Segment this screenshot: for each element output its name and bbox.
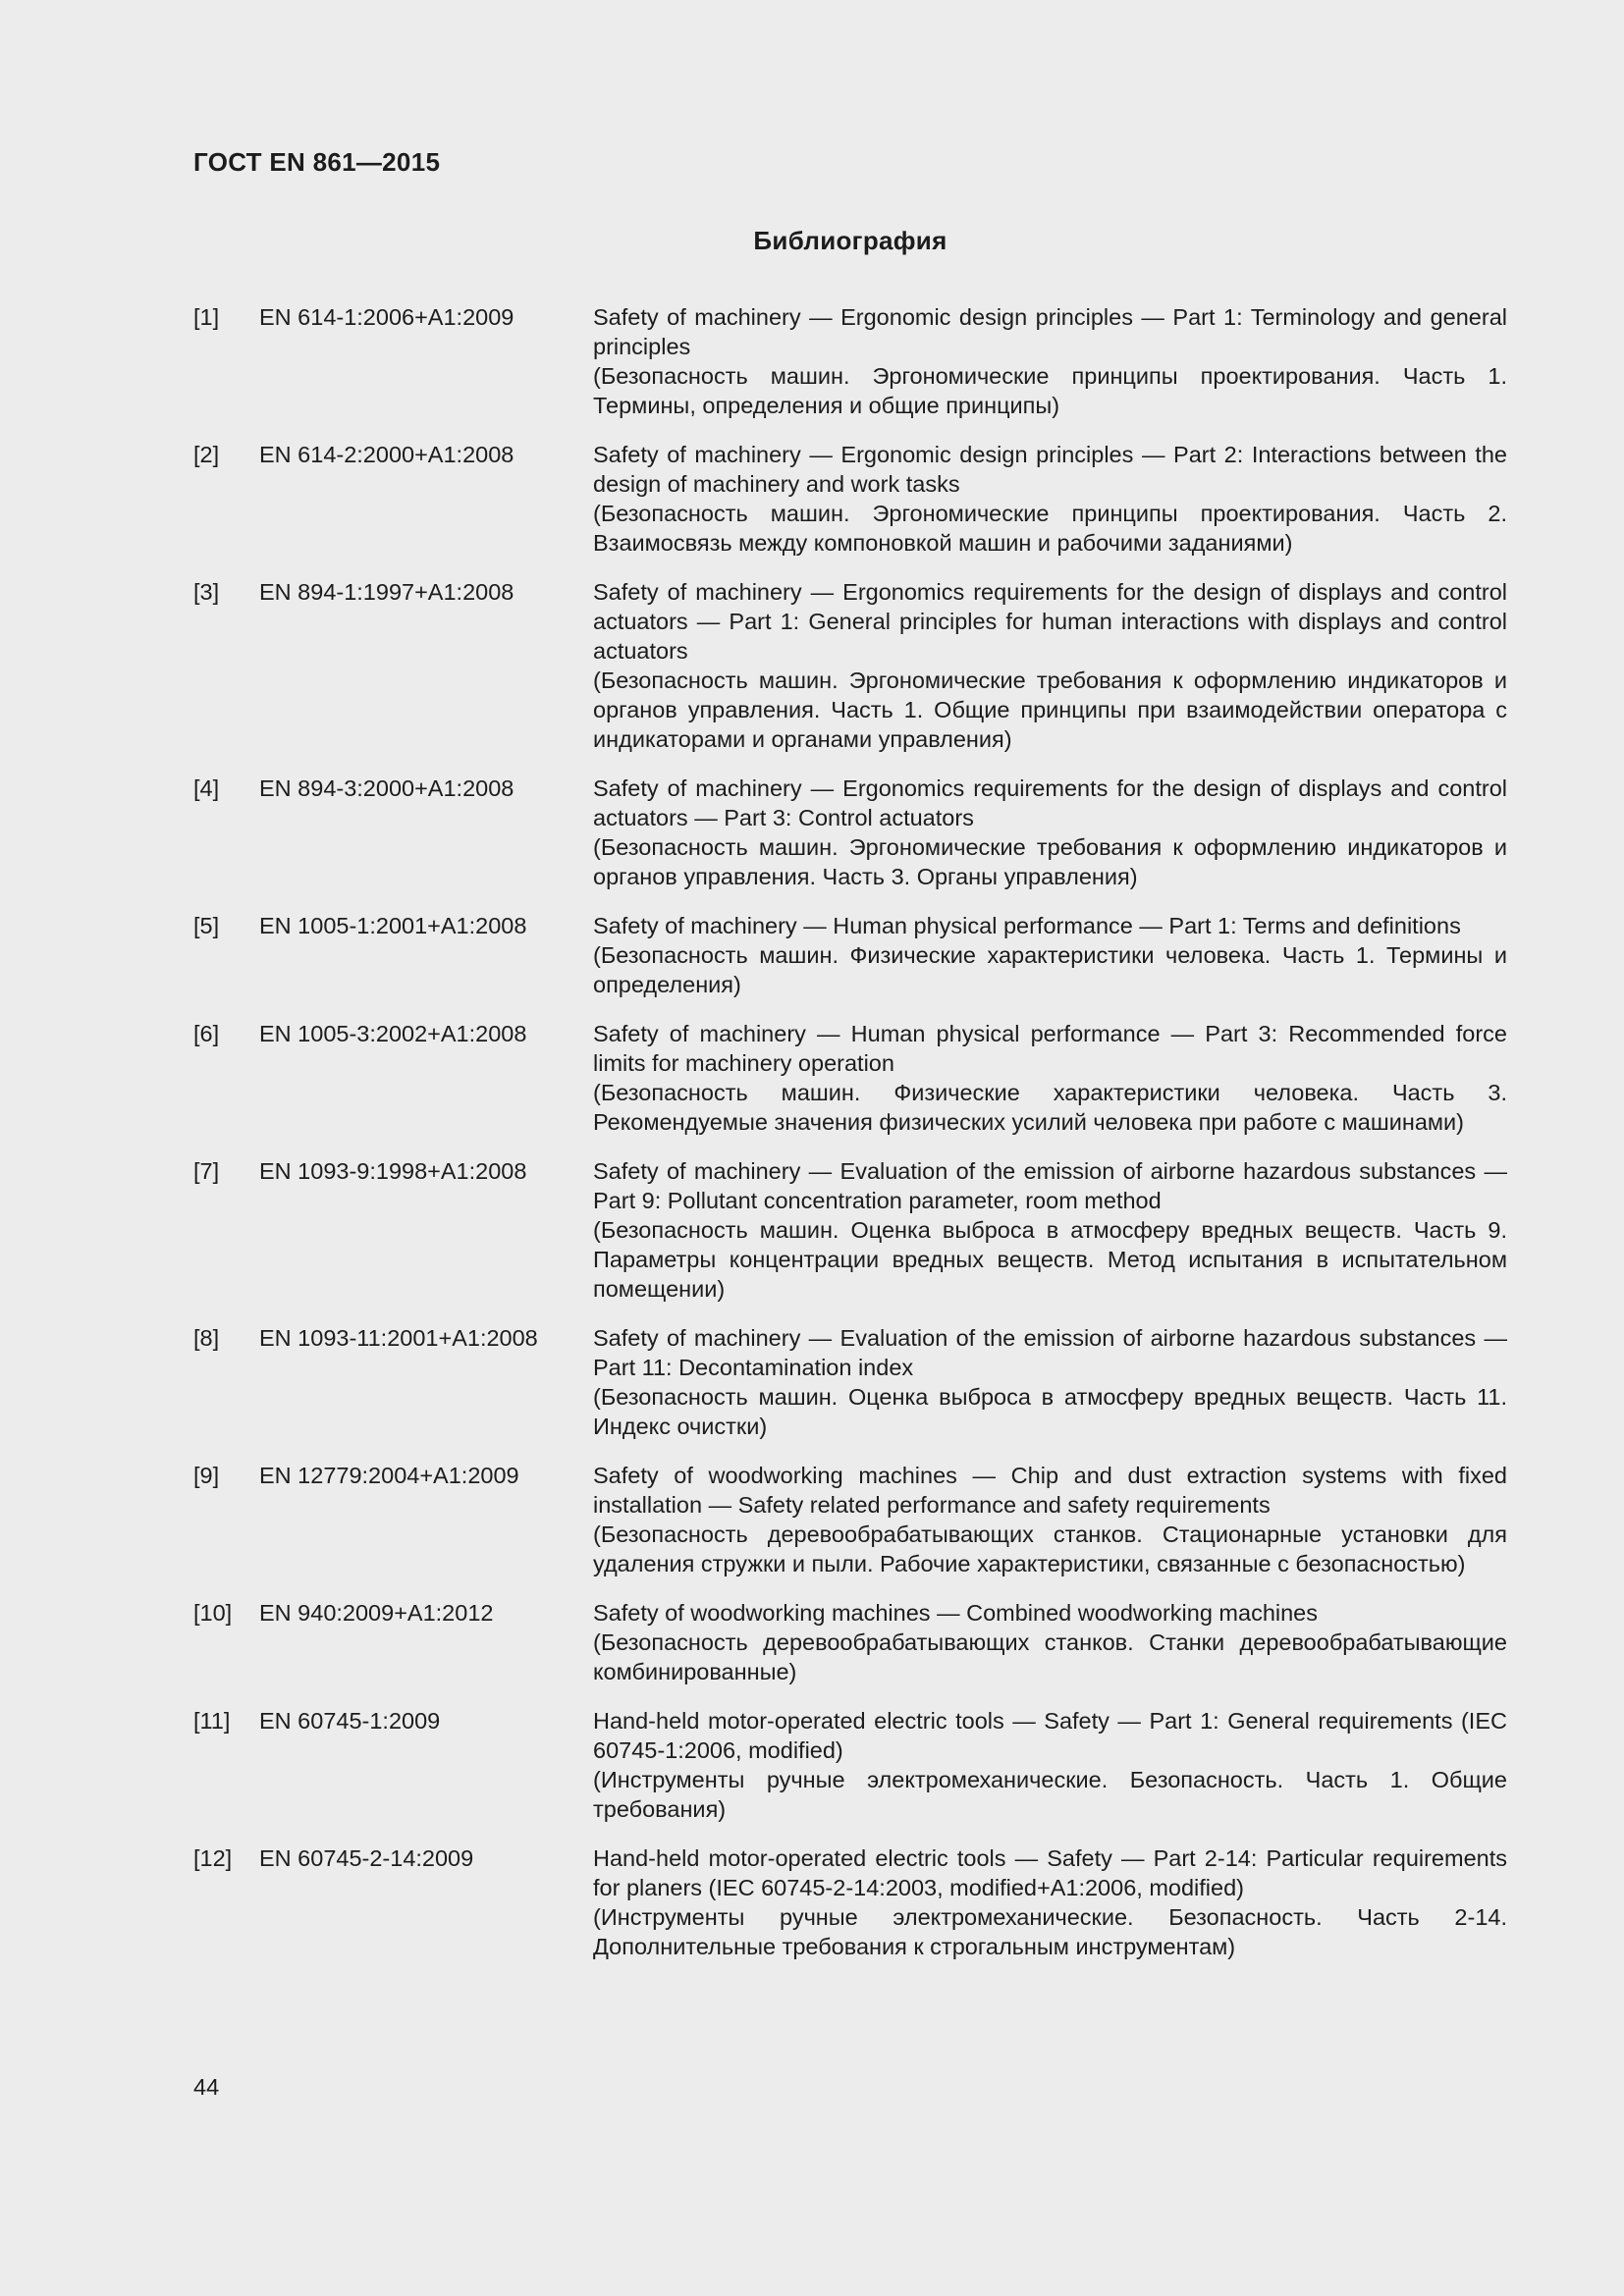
standard-code: EN 894-3:2000+A1:2008 (259, 775, 514, 801)
standard-code: EN 940:2009+A1:2012 (259, 1600, 494, 1626)
entry-title-ru: (Безопасность деревообрабатывающих станков. Стационарные установки для удаления стружки и пыли. Рабочие характеристики, связанные с безопасностью) (593, 1522, 1507, 1576)
entry-title-en: Safety of machinery — Ergonomic design principles — Part 1: Terminology and general principles (593, 304, 1507, 359)
entry-title-en: Safety of machinery — Ergonomic design principles — Part 2: Interactions between the design of machinery and work tasks (593, 442, 1507, 497)
entry-number: [5] (193, 913, 220, 938)
entry-description (593, 1706, 1507, 1824)
entry-number: [10] (193, 1600, 233, 1626)
standard-code: EN 12779:2004+A1:2009 (259, 1463, 519, 1488)
entry-description (593, 1461, 1507, 1578)
entry-title-ru: (Инструменты ручные электромеханические. Безопасность. Часть 2-14. Дополнительные требования к строгальным инструментам) (593, 1904, 1507, 1959)
bibliography-entry (193, 1843, 1507, 1961)
entry-description (593, 1843, 1507, 1961)
entry-description (593, 1019, 1507, 1137)
standard-code: EN 60745-1:2009 (259, 1708, 441, 1734)
bibliography-entry (193, 1323, 1507, 1441)
standard-code: EN 60745-2-14:2009 (259, 1845, 474, 1871)
entry-description (593, 774, 1507, 891)
entry-title-en: Safety of machinery — Evaluation of the emission of airborne hazardous substances — Part 9: Pollutant concentration parameter, room method (593, 1158, 1507, 1213)
standard-code: EN 1093-9:1998+A1:2008 (259, 1158, 527, 1184)
entry-description (593, 911, 1507, 999)
entry-description (593, 302, 1507, 420)
standard-code: EN 1093-11:2001+A1:2008 (259, 1325, 538, 1351)
entry-title-ru: (Безопасность машин. Физические характеристики человека. Часть 1. Термины и определения) (593, 942, 1507, 997)
entry-description (593, 577, 1507, 754)
entry-title-ru: (Безопасность машин. Физические характеристики человека. Часть 3. Рекомендуемые значения физических усилий человека при работе с машинами) (593, 1080, 1507, 1135)
bibliography-entry (193, 577, 1507, 754)
entry-title-en: Safety of machinery — Evaluation of the emission of airborne hazardous substances — Part 11: Decontamination index (593, 1325, 1507, 1380)
standard-code: EN 614-1:2006+A1:2009 (259, 304, 514, 330)
entry-title-en: Hand-held motor-operated electric tools — Safety — Part 1: General requirements (IEC 60745-1:2006, modified) (593, 1708, 1507, 1763)
entry-title-en: Safety of machinery — Ergonomics requirements for the design of displays and control actuators — Part 3: Control actuators (593, 775, 1507, 830)
standard-code: EN 614-2:2000+A1:2008 (259, 442, 514, 467)
entry-number: [12] (193, 1845, 233, 1871)
bibliography-entry (193, 774, 1507, 891)
bibliography-list (193, 302, 1507, 1981)
entry-number: [9] (193, 1463, 220, 1488)
entry-description (593, 440, 1507, 558)
entry-number: [2] (193, 442, 220, 467)
entry-number: [8] (193, 1325, 220, 1351)
entry-description (593, 1598, 1507, 1686)
entry-title-ru: (Безопасность машин. Эргономические принципы проектирования. Часть 2. Взаимосвязь между компоновкой машин и рабочими заданиями) (593, 501, 1507, 556)
document-header: ГОСТ EN 861—2015 (193, 147, 441, 177)
entry-title-en: Safety of machinery — Human physical performance — Part 3: Recommended force limits for machinery operation (593, 1021, 1507, 1076)
entry-description (593, 1156, 1507, 1304)
entry-description (593, 1323, 1507, 1441)
bibliography-entry (193, 302, 1507, 420)
bibliography-entry (193, 1706, 1507, 1824)
section-title: Библиография (753, 226, 947, 255)
entry-title-ru: (Безопасность машин. Эргономические принципы проектирования. Часть 1. Термины, определения и общие принципы) (593, 363, 1507, 418)
bibliography-entry (193, 911, 1507, 999)
entry-title-ru: (Безопасность машин. Оценка выброса в атмосферу вредных веществ. Часть 11. Индекс очистки) (593, 1384, 1507, 1439)
entry-title-ru: (Безопасность деревообрабатывающих станков. Станки деревообрабатывающие комбинированные) (593, 1629, 1507, 1684)
entry-title-ru: (Безопасность машин. Эргономические требования к оформлению индикаторов и органов управления. Часть 1. Общие принципы при взаимодействии оператора с индикаторами и органами управления) (593, 667, 1507, 752)
entry-number: [7] (193, 1158, 220, 1184)
standard-code: EN 1005-1:2001+A1:2008 (259, 913, 527, 938)
entry-title-ru: (Безопасность машин. Оценка выброса в атмосферу вредных веществ. Часть 9. Параметры концентрации вредных веществ. Метод испытания в испытательном помещении) (593, 1217, 1507, 1302)
entry-title-en: Safety of machinery — Ergonomics requirements for the design of displays and control actuators — Part 1: General principles for human interactions with displays and control actuators (593, 579, 1507, 664)
standard-code: EN 894-1:1997+A1:2008 (259, 579, 514, 605)
entry-number: [11] (193, 1708, 231, 1734)
bibliography-entry (193, 1156, 1507, 1304)
entry-title-en: Safety of woodworking machines — Combined woodworking machines (593, 1600, 1319, 1626)
bibliography-entry (193, 1019, 1507, 1137)
page-number: 44 (193, 2074, 220, 2100)
bibliography-entry (193, 1461, 1507, 1578)
entry-title-ru: (Безопасность машин. Эргономические требования к оформлению индикаторов и органов управления. Часть 3. Органы управления) (593, 834, 1507, 889)
entry-title-en: Safety of woodworking machines — Chip and dust extraction systems with fixed installation — Safety related performance and safety requirements (593, 1463, 1507, 1518)
standard-code: EN 1005-3:2002+A1:2008 (259, 1021, 527, 1046)
entry-number: [3] (193, 579, 220, 605)
entry-title-en: Safety of machinery — Human physical performance — Part 1: Terms and definitions (593, 913, 1461, 938)
entry-number: [4] (193, 775, 220, 801)
bibliography-entry (193, 1598, 1507, 1686)
entry-number: [1] (193, 304, 220, 330)
entry-number: [6] (193, 1021, 220, 1046)
entry-title-en: Hand-held motor-operated electric tools — Safety — Part 2-14: Particular requirements for planers (IEC 60745-2-14:2003, modified+A1:2006, modified) (593, 1845, 1507, 1900)
entry-title-ru: (Инструменты ручные электромеханические. Безопасность. Часть 1. Общие требования) (593, 1767, 1507, 1822)
bibliography-entry (193, 440, 1507, 558)
